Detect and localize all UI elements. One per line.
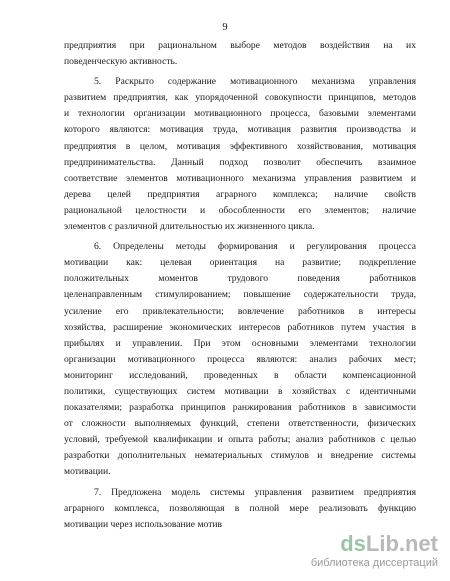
watermark [298, 531, 438, 573]
text-line: 5. Раскрыто содержание мотивационного механизма управления [94, 76, 416, 88]
text-line: соответствие элементов мотивационного механизма управления развитием и [64, 172, 416, 184]
text-line: усиление его привлекательности; вовлечение работников в интересы [64, 305, 416, 317]
paragraph-p7 [64, 485, 416, 533]
text-line: рациональной целостности и обособленности его элементов; наличие [64, 204, 416, 216]
text-line: предприятия при рациональном выборе методов воздействия на их [64, 40, 416, 51]
page-number: 9 [222, 22, 228, 33]
watermark-logo-rest: Lib.net [365, 531, 438, 556]
text-line: 6. Определены методы формирования и регулирования процесса [94, 241, 416, 253]
text-line: положительных моментов трудового поведения работников [64, 273, 416, 285]
document-body [64, 38, 416, 537]
text-line: разработки дополнительных нематериальных стимулов и внедрение системы [64, 450, 416, 462]
text-line: хозяйства, расширение экономических интересов работников путем участия в [64, 321, 416, 333]
text-line: целенаправленным стимулированием; повышение содержательности труда, [64, 289, 416, 301]
text-line: мотивации как: целевая ориентация на развитие; подкрепление [64, 257, 416, 269]
text-line: условий, требуемой квалификации и опыта работы; анализ работников с целью [64, 434, 416, 446]
watermark-subtitle: библиотека диссертаций [310, 557, 438, 569]
watermark-logo [340, 531, 438, 557]
text-line: которого являются: мотивация труда, мотивация развития производства и [64, 124, 416, 136]
paragraph-p6 [64, 239, 416, 480]
text-line: прибылях и управлении. При этом основными элементами технологии [64, 337, 416, 349]
text-line: мониторинг исследований, проведенных в области компенсационной [64, 369, 416, 381]
text-line: элементов с различной длительностью их жизненного цикла. [64, 221, 315, 233]
text-line: мотивации через использование мотив [64, 518, 223, 530]
text-line: поведенческую активность. [64, 56, 178, 68]
text-line: мотивации. [64, 466, 111, 478]
text-line: организации мотивационного процесса являются: анализ рабочих мест; [64, 353, 416, 365]
text-line: предпринимательства. Данный подход позволит обеспечить взаимное [64, 156, 416, 168]
text-line: показателями; разработка принципов ранжирования работников в зависимости [64, 402, 416, 414]
text-line: 7. Предложена модель системы управления развитием предприятия [94, 486, 416, 498]
text-line: аграрного комплекса, позволяющая в полной мере реализовать функцию [64, 502, 416, 514]
paragraph-p0 [64, 38, 416, 70]
text-line: развитием предприятия, как упорядоченной совокупности принципов, методов [64, 92, 416, 104]
paragraph-p5 [64, 74, 416, 235]
watermark-logo-prefix: ds [340, 531, 366, 556]
text-line: предприятия в целом, мотивация эффективного хозяйствования, мотивация [64, 140, 416, 152]
text-line: и технологии организации мотивационного процесса, базовыми элементами [64, 108, 416, 120]
text-line: дерева целей предприятия аграрного комплекса; наличие свойств [64, 188, 416, 200]
text-line: от сложности выполняемых функций, степени ответственности, физических [64, 418, 416, 430]
text-line: политики, существующих систем мотивации в хозяйствах с идентичными [64, 385, 416, 397]
